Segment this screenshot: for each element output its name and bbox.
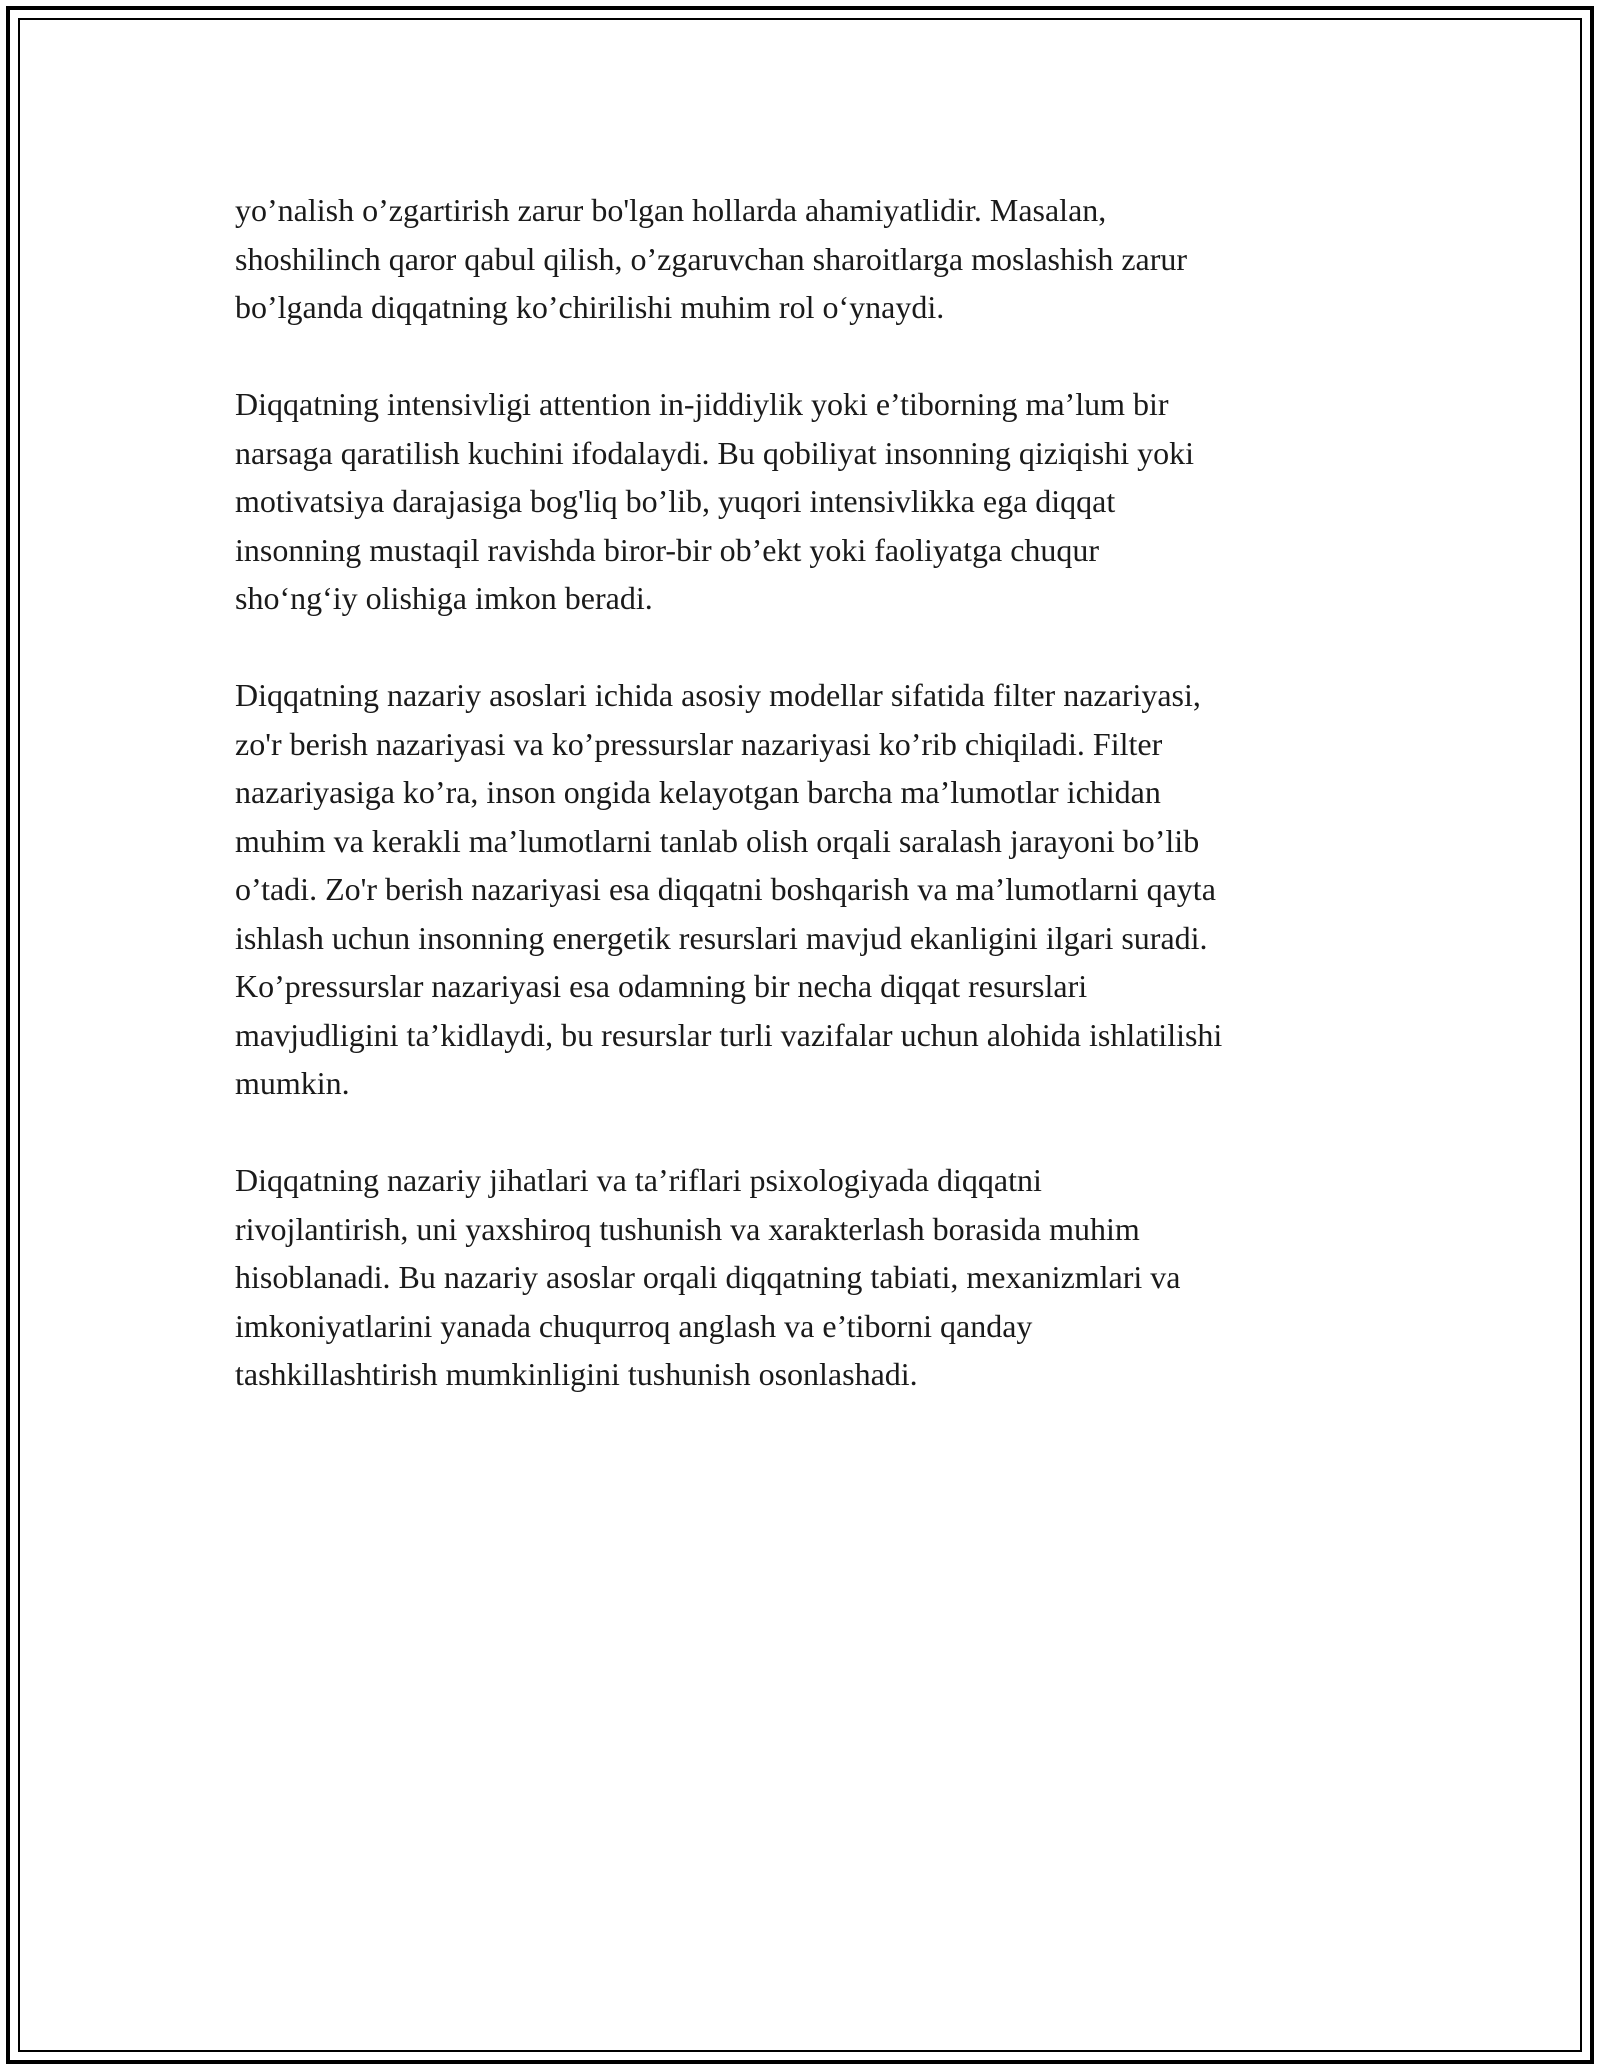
text-line: motivatsiya darajasiga bog'liq bo’lib, yuqori intensivlikka ega diqqat xyxy=(235,483,1116,519)
document-body xyxy=(235,186,1385,1447)
text-line: imkoniyatlarini yanada chuqurroq anglash va e’tiborni qanday xyxy=(235,1307,1033,1344)
text-line: Diqqatning intensivligi attention in-jiddiylik yoki e’tiborning ma’lum bir xyxy=(235,386,1169,422)
text-line: yo’nalish o’zgartirish zarur bo'lgan hollarda ahamiyatlidir. Masalan, xyxy=(235,192,1107,228)
paragraph-3 xyxy=(235,671,1385,1108)
text-line: rivojlantirish, uni yaxshiroq tushunish va xarakterlash borasida muhim xyxy=(235,1210,1140,1247)
text-line: tashkillashtirish mumkinligini tushunish osonlashadi. xyxy=(235,1356,918,1392)
text-line: Ko’pressurslar nazariyasi esa odamning bir necha diqqat resurslari xyxy=(235,968,1088,1004)
text-line: mumkin. xyxy=(235,1065,350,1101)
text-line: hisoblanadi. Bu nazariy asoslar orqali diqqatning tabiati, mexanizmlari va xyxy=(235,1259,1181,1295)
text-line: muhim va kerakli ma’lumotlarni tanlab olish orqali saralash jarayoni bo’lib xyxy=(235,822,1200,859)
text-line: nazariyasiga ko’ra, inson ongida kelayotgan barcha ma’lumotlar ichidan xyxy=(235,774,1161,810)
text-line: sho‘ng‘iy olishiga imkon beradi. xyxy=(235,580,653,616)
text-line: Diqqatning nazariy jihatlari va ta’riflari psixologiyada diqqatni xyxy=(235,1162,1042,1198)
text-line: shoshilinch qaror qabul qilish, o’zgaruvchan sharoitlarga moslashish zarur xyxy=(235,240,1188,277)
text-line: bo’lganda diqqatning ko’chirilishi muhim rol o‘ynaydi. xyxy=(235,289,945,325)
text-line: narsaga qaratilish kuchini ifodalaydi. Bu qobiliyat insonning qiziqishi yoki xyxy=(235,434,1194,471)
text-line: insonning mustaqil ravishda biror-bir ob’ekt yoki faoliyatga chuqur xyxy=(235,531,1100,568)
text-line: Diqqatning nazariy asoslari ichida asosiy modellar sifatida filter nazariyasi, xyxy=(235,677,1201,713)
text-line: zo'r berish nazariyasi va ko’pressurslar nazariyasi ko’rib chiqiladi. Filter xyxy=(235,725,1163,762)
paragraph-4 xyxy=(235,1156,1385,1399)
paragraph-1 xyxy=(235,186,1385,332)
text-line: mavjudligini ta’kidlaydi, bu resurslar turli vazifalar uchun alohida ishlatilishi xyxy=(235,1016,1223,1053)
paragraph-2 xyxy=(235,380,1385,623)
text-line: o’tadi. Zo'r berish nazariyasi esa diqqatni boshqarish va ma’lumotlarni qayta xyxy=(235,871,1216,907)
text-line: ishlash uchun insonning energetik resurslari mavjud ekanligini ilgari suradi. xyxy=(235,919,1208,956)
